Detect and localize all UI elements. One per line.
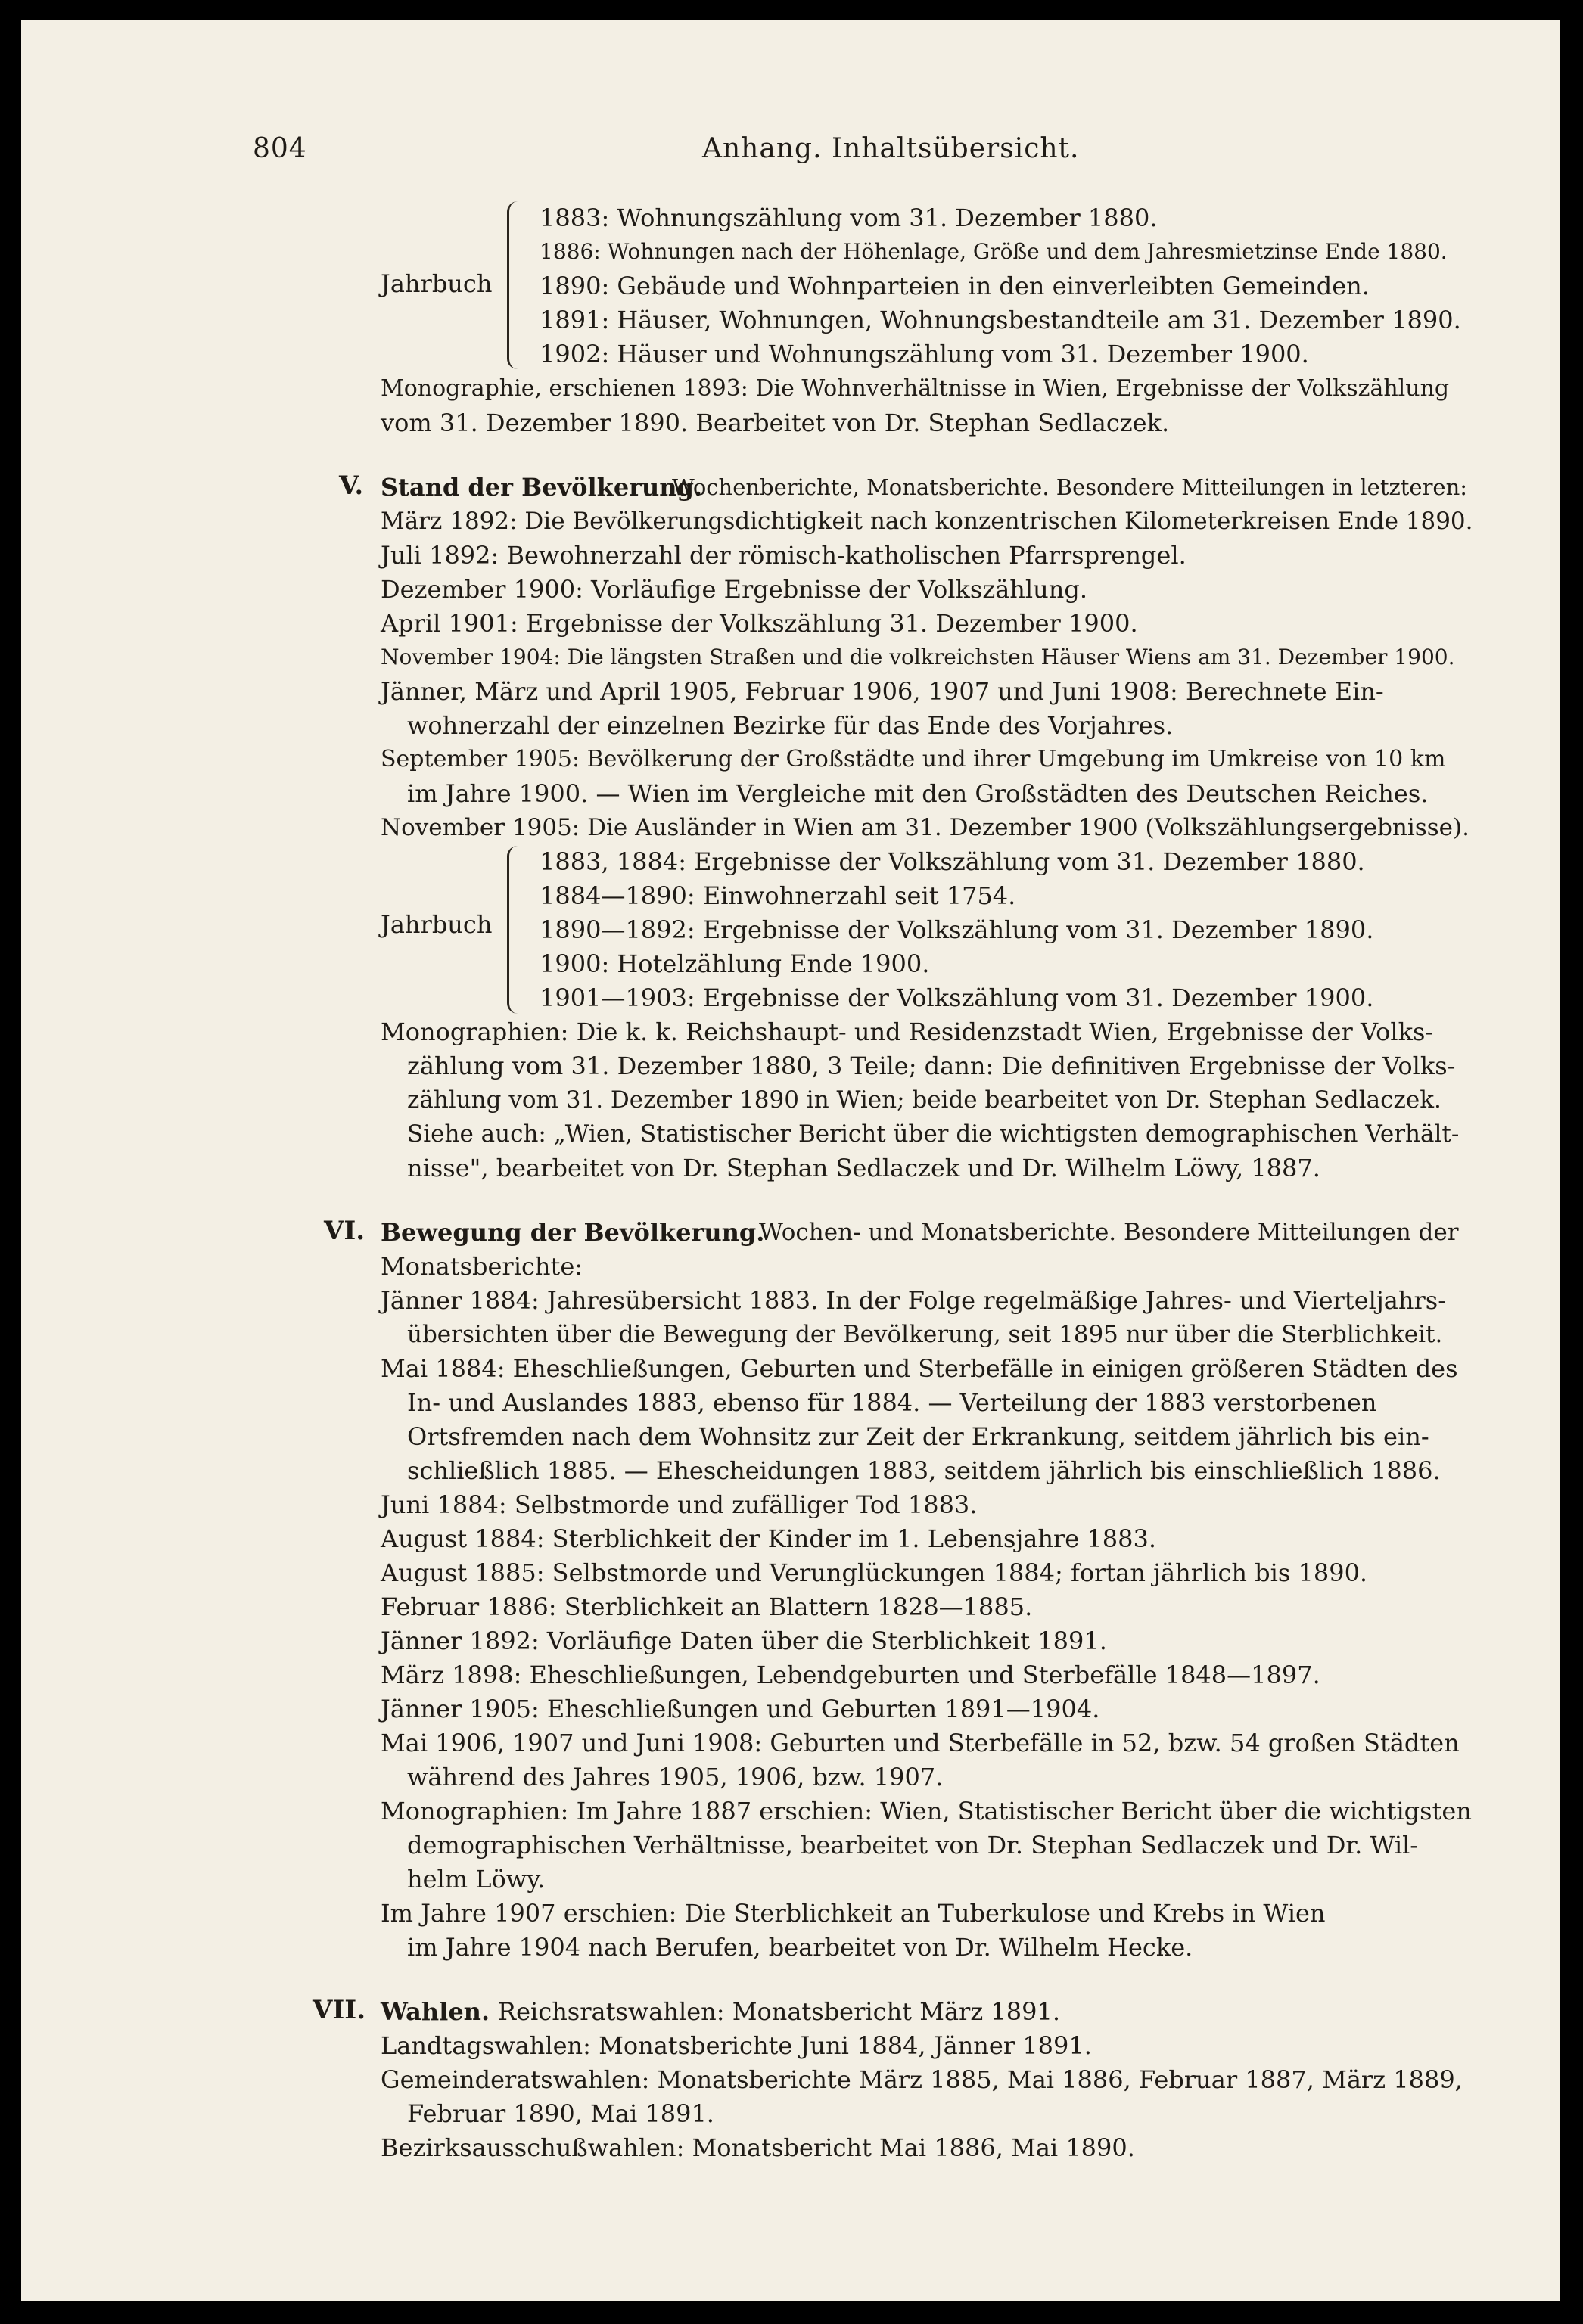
v-monograph-line: nisse", bearbeitet von Dr. Stephan Sedlaczek und Dr. Wilhelm Löwy, 1887.	[407, 1154, 1320, 1182]
section-vi-line: August 1885: Selbstmorde und Verunglückungen 1884; fortan jährlich bis 1890.	[381, 1558, 1368, 1587]
section-vi-line: im Jahre 1904 nach Berufen, bearbeitet von Dr. Wilhelm Hecke.	[407, 1933, 1193, 1962]
section-vi-line: Februar 1886: Sterblichkeit an Blattern 1828—1885.	[381, 1592, 1033, 1621]
v-monograph-line: Siehe auch: „Wien, Statistischer Bericht über die wichtigsten demographischen Verhält-	[407, 1120, 1460, 1148]
section-vi-line: März 1898: Eheschließungen, Lebendgeburten und Sterbefälle 1848—1897.	[381, 1661, 1320, 1689]
section-v-line: November 1904: Die längsten Straßen und die volkreichsten Häuser Wiens am 31. Dezember 1900.	[381, 645, 1455, 670]
iv-brace-label: Jahrbuch	[381, 269, 493, 298]
section-vi-line: übersichten über die Bewegung der Bevölkerung, seit 1895 nur über die Sterblichkeit.	[407, 1321, 1443, 1348]
section-vi-line: Jänner 1892: Vorläufige Daten über die Sterblichkeit 1891.	[381, 1626, 1107, 1655]
section-vi-line: Wochen- und Monatsberichte. Besondere Mitteilungen der	[759, 1219, 1459, 1246]
section-vi-line: Monatsberichte:	[381, 1252, 583, 1281]
v-brace-item: 1901—1903: Ergebnisse der Volkszählung vom 31. Dezember 1900.	[540, 983, 1374, 1012]
v-brace-item: 1900: Hotelzählung Ende 1900.	[540, 949, 930, 978]
section-vi-line: August 1884: Sterblichkeit der Kinder im 1. Lebensjahre 1883.	[381, 1524, 1156, 1553]
section-v-line: September 1905: Bevölkerung der Großstädte und ihrer Umgebung im Umkreise von 10 km	[381, 746, 1446, 772]
section-v-numeral: V.	[339, 471, 364, 501]
iv-brace-item: 1883: Wohnungszählung vom 31. Dezember 1880.	[540, 204, 1158, 232]
v-monograph-line: Monographien: Die k. k. Reichshaupt- und Residenzstadt Wien, Ergebnisse der Volks-	[381, 1018, 1434, 1046]
section-vii-line: Reichsratswahlen: Monatsbericht März 1891.	[498, 1997, 1060, 2026]
section-vi-line: Im Jahre 1907 erschien: Die Sterblichkeit an Tuberkulose und Krebs in Wien	[381, 1899, 1326, 1928]
v-brace-item: 1884—1890: Einwohnerzahl seit 1754.	[540, 881, 1016, 910]
section-vi-line: Mai 1906, 1907 und Juni 1908: Geburten und Sterbefälle in 52, bzw. 54 großen Städten	[381, 1729, 1460, 1757]
page-number: 804	[253, 133, 307, 164]
section-vi-line: schließlich 1885. — Ehescheidungen 1883, seitdem jährlich bis einschließlich 1886.	[407, 1456, 1441, 1485]
section-v-line: März 1892: Die Bevölkerungsdichtigkeit nach konzentrischen Kilometerkreisen Ende 1890.	[381, 508, 1473, 535]
section-v-line: wohnerzahl der einzelnen Bezirke für das Ende des Vorjahres.	[407, 711, 1174, 740]
document-page	[21, 20, 1560, 2301]
section-v-line: Dezember 1900: Vorläufige Ergebnisse der Volkszählung.	[381, 575, 1087, 604]
running-head: Anhang. Inhaltsübersicht.	[702, 133, 1080, 164]
v-monograph-line: zählung vom 31. Dezember 1880, 3 Teile; dann: Die definitiven Ergebnisse der Volks-	[407, 1052, 1456, 1080]
section-v-line: im Jahre 1900. — Wien im Vergleiche mit den Großstädten des Deutschen Reiches.	[407, 779, 1429, 808]
v-monograph-line: zählung vom 31. Dezember 1890 in Wien; beide bearbeitet von Dr. Stephan Sedlaczek.	[407, 1086, 1441, 1114]
section-vii-heading: Wahlen.	[381, 1997, 490, 2026]
section-vii-line: Landtagswahlen: Monatsberichte Juni 1884, Jänner 1891.	[381, 2031, 1092, 2060]
iv-brace-item: 1890: Gebäude und Wohnparteien in den einverleibten Gemeinden.	[540, 272, 1370, 300]
section-vi-line: Ortsfremden nach dem Wohnsitz zur Zeit der Erkrankung, seitdem jährlich bis ein-	[407, 1422, 1429, 1451]
section-vi-line: Jänner 1884: Jahresübersicht 1883. In der Folge regelmäßige Jahres- und Vierteljahrs-	[381, 1286, 1447, 1315]
iv-brace-item: 1902: Häuser und Wohnungszählung vom 31. Dezember 1900.	[540, 340, 1309, 368]
section-v-line: Juli 1892: Bewohnerzahl der römisch-katholischen Pfarrsprengel.	[381, 541, 1186, 570]
v-brace-item: 1883, 1884: Ergebnisse der Volkszählung vom 31. Dezember 1880.	[540, 847, 1365, 876]
section-vii-line: Februar 1890, Mai 1891.	[407, 2099, 714, 2128]
section-vi-line: Juni 1884: Selbstmorde und zufälliger Tod 1883.	[381, 1490, 978, 1519]
section-vi-numeral: VI.	[324, 1216, 365, 1246]
page-header	[21, 133, 1560, 179]
section-vii-line: Gemeinderatswahlen: Monatsberichte März 1885, Mai 1886, Februar 1887, März 1889,	[381, 2065, 1463, 2094]
v-brace-item: 1890—1892: Ergebnisse der Volkszählung vom 31. Dezember 1890.	[540, 915, 1374, 944]
iv-brace	[507, 201, 523, 369]
v-brace-label: Jahrbuch	[381, 910, 493, 939]
section-vi-line: Jänner 1905: Eheschließungen und Geburten 1891—1904.	[381, 1695, 1100, 1723]
iv-brace-item: 1886: Wohnungen nach der Höhenlage, Größe und dem Jahresmietzinse Ende 1880.	[540, 239, 1448, 264]
section-v-line: April 1901: Ergebnisse der Volkszählung 31. Dezember 1900.	[381, 609, 1138, 638]
iv-brace-item: 1891: Häuser, Wohnungen, Wohnungsbestandteile am 31. Dezember 1890.	[540, 306, 1461, 334]
section-vi-heading: Bewegung der Bevölkerung.	[381, 1218, 765, 1247]
section-vi-line: demographischen Verhältnisse, bearbeitet von Dr. Stephan Sedlaczek und Dr. Wil-	[407, 1831, 1419, 1860]
section-vii-line: Bezirksausschußwahlen: Monatsbericht Mai 1886, Mai 1890.	[381, 2133, 1135, 2162]
section-vi-line: Mai 1884: Eheschließungen, Geburten und Sterbefälle in einigen größeren Städten des	[381, 1354, 1458, 1383]
section-v-heading: Stand der Bevölkerung.	[381, 473, 703, 502]
section-v-line: Jänner, März und April 1905, Februar 1906, 1907 und Juni 1908: Berechnete Ein-	[381, 677, 1384, 706]
section-vi-line: In- und Auslandes 1883, ebenso für 1884. — Verteilung der 1883 verstorbenen	[407, 1388, 1377, 1417]
section-vi-line: Monographien: Im Jahre 1887 erschien: Wien, Statistischer Bericht über die wichtigsten	[381, 1797, 1472, 1825]
section-vii-numeral: VII.	[313, 1995, 366, 2025]
iv-monograph-line: vom 31. Dezember 1890. Bearbeitet von Dr. Stephan Sedlaczek.	[381, 409, 1170, 437]
section-vi-line: helm Löwy.	[407, 1865, 546, 1894]
iv-monograph-line: Monographie, erschienen 1893: Die Wohnverhältnisse in Wien, Ergebnisse der Volkszählung	[381, 375, 1450, 402]
section-v-line: November 1905: Die Ausländer in Wien am 31. Dezember 1900 (Volkszählungsergebnisse).	[381, 814, 1469, 841]
v-brace	[507, 846, 523, 1014]
section-v-line: Wochenberichte, Monatsberichte. Besondere Mitteilungen in letzteren:	[672, 474, 1468, 500]
section-vi-line: während des Jahres 1905, 1906, bzw. 1907.	[407, 1763, 944, 1791]
